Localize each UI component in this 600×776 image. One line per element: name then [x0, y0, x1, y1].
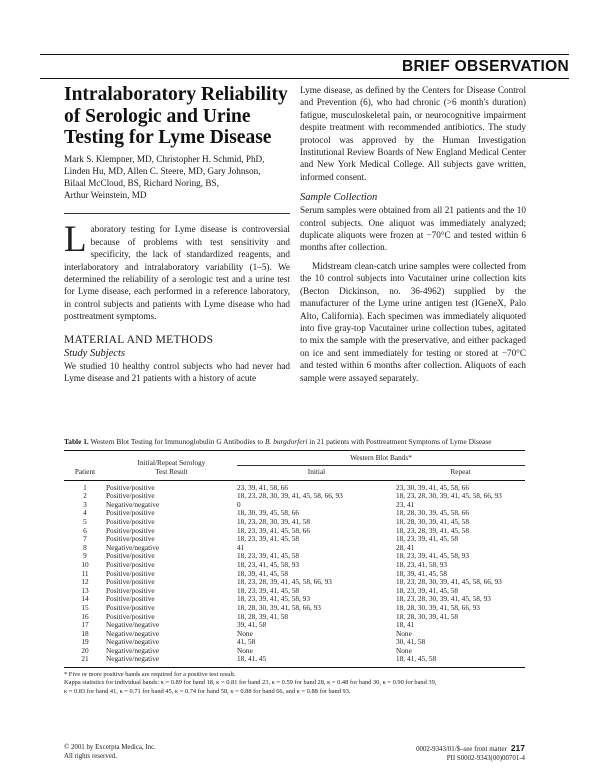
intro-paragraph	[64, 219, 290, 322]
cell-patient: 1	[83, 482, 87, 492]
section-label: BRIEF OBSERVATION	[401, 58, 569, 75]
cell-initial-bands: 0	[237, 499, 241, 509]
table-footnotes	[64, 667, 525, 696]
cell-initial-bands: 41	[237, 542, 245, 552]
cell-initial-bands: 41, 58	[237, 637, 256, 647]
cell-repeat-bands: 18, 23, 41, 58, 93	[396, 559, 448, 569]
cell-serology: Negative/negative	[106, 620, 160, 630]
table-block	[64, 437, 525, 696]
author-line: Linden Hu, MD, Allen C. Steere, MD, Gary Johnson,	[64, 165, 261, 176]
table-caption-post: in 21 patients with Posttreatment Symptoms of Lyme Disease	[307, 437, 492, 446]
footer-identifiers	[400, 744, 525, 764]
cell-initial-bands: 18, 23, 28, 39, 41, 45, 58, 66, 93	[237, 577, 332, 587]
cell-serology: Positive/positive	[106, 577, 155, 587]
footer-copyright	[64, 744, 156, 762]
col-header-serology-line2: Test Result	[155, 467, 188, 476]
col-header-initial: Initial	[307, 467, 326, 476]
footnote: * Five or more positive bands are required for a positive test result.	[64, 671, 236, 679]
cell-repeat-bands: 18, 41	[396, 620, 415, 630]
cell-patient: 17	[81, 620, 89, 630]
cell-initial-bands: 18, 23, 41, 45, 58, 93	[237, 559, 300, 569]
author-list	[64, 153, 290, 202]
header-top-rule	[40, 54, 569, 55]
cell-initial-bands: 18, 23, 28, 30, 39, 41, 58	[237, 516, 310, 526]
methods-heading: MATERIAL AND METHODS	[64, 333, 214, 346]
cell-repeat-bands: 18, 39, 41, 45, 58	[396, 568, 448, 578]
cell-repeat-bands: None	[396, 645, 412, 655]
table-caption-pre: Western Blot Testing for Immunoglobulin G Antibodies to	[90, 437, 265, 446]
cell-patient: 14	[81, 594, 89, 604]
cell-initial-bands: 18, 39, 41, 45, 58	[237, 568, 289, 578]
cell-patient: 21	[81, 654, 89, 664]
cell-initial-bands: 18, 23, 39, 41, 45, 58	[237, 585, 300, 595]
cell-repeat-bands: 18, 23, 39, 41, 45, 58	[396, 534, 459, 544]
cell-serology: Negative/negative	[106, 645, 160, 655]
cell-patient: 5	[83, 516, 87, 526]
cell-patient: 4	[83, 508, 87, 518]
cell-repeat-bands: 28, 41	[396, 542, 415, 552]
cell-serology: Positive/positive	[106, 551, 155, 561]
sample-paragraph-1: Serum samples were obtained from all 21 patients and the 10 control subjects. One aliquot was immediately analyzed; duplicate aliquots were frozen at −70°C and tested within 6 months after collection.	[300, 205, 526, 253]
table-caption-italic: B. burgdorferi	[264, 437, 308, 446]
cell-repeat-bands: 18, 28, 30, 39, 41, 45, 58	[396, 516, 469, 526]
cell-initial-bands: 18, 23, 39, 41, 45, 58	[237, 551, 300, 561]
copyright-line: All rights reserved.	[64, 752, 118, 760]
table-caption-label: Table 1.	[64, 437, 89, 446]
cell-serology: Negative/negative	[106, 542, 160, 552]
cell-initial-bands: 18, 23, 39, 41, 45, 58, 93	[237, 594, 310, 604]
cell-serology: Positive/positive	[106, 508, 155, 518]
cell-repeat-bands: None	[396, 628, 412, 638]
cell-initial-bands: 18, 41, 45	[237, 654, 267, 664]
cell-initial-bands: 39, 41, 58	[237, 620, 267, 630]
cell-patient: 11	[81, 568, 89, 578]
cell-patient: 3	[83, 499, 87, 509]
cell-repeat-bands: 18, 23, 39, 41, 45, 58, 93	[396, 551, 469, 561]
header-bottom-rule	[40, 78, 569, 79]
page-number: 217	[510, 743, 525, 753]
right-column	[300, 84, 526, 384]
cell-serology: Negative/negative	[106, 654, 160, 664]
cell-repeat-bands: 18, 28, 30, 39, 41, 58	[396, 611, 459, 621]
cell-patient: 18	[81, 628, 89, 638]
continuation-paragraph: Lyme disease, as defined by the Centers for Disease Control and Prevention (6), who had chronic (>6 month's duration) fatigue, musculoskeletal pain, or neurocognitive impairment despite treatment with recommended antibiotics. The study protocol was approved by the Human Investigation Institutional Review Boards of New England Medical Center and New York Medical College. All subjects gave written, informed consent.	[300, 85, 526, 182]
cell-initial-bands: 18, 23, 28, 30, 39, 41, 45, 58, 66, 93	[237, 491, 343, 501]
col-header-serology	[106, 451, 237, 480]
cell-repeat-bands: 18, 28, 30, 39, 45, 58, 66	[396, 508, 469, 518]
cell-patient: 2	[83, 491, 87, 501]
cell-repeat-bands: 18, 28, 30, 39, 41, 58, 66, 93	[396, 602, 480, 612]
cell-patient: 6	[83, 525, 87, 535]
cell-patient: 9	[83, 551, 87, 561]
cell-serology: Positive/positive	[106, 585, 155, 595]
cell-patient: 19	[81, 637, 89, 647]
author-line: Arthur Weinstein, MD	[64, 190, 147, 201]
cell-repeat-bands: 18, 23, 28, 30, 39, 41, 45, 58, 66, 93	[396, 491, 502, 501]
cell-repeat-bands: 23, 41	[396, 499, 415, 509]
cell-patient: 15	[81, 602, 89, 612]
cell-repeat-bands: 18, 23, 28, 30, 39, 41, 45, 58, 93	[396, 594, 491, 604]
study-subjects-heading: Study Subjects	[64, 347, 125, 359]
cell-patient: 16	[81, 611, 89, 621]
cell-initial-bands: 18, 23, 39, 41, 45, 58, 66	[237, 525, 310, 535]
cell-initial-bands: 18, 28, 39, 41, 58	[237, 611, 289, 621]
cell-repeat-bands: 18, 23, 28, 30, 39, 41, 45, 58, 66, 93	[396, 577, 502, 587]
cell-serology: Positive/positive	[106, 568, 155, 578]
cell-serology: Positive/positive	[106, 559, 155, 569]
col-header-repeat: Repeat	[450, 467, 471, 476]
cell-patient: 12	[81, 577, 89, 587]
cell-patient: 10	[81, 559, 89, 569]
cell-repeat-bands: 23, 30, 39, 41, 45, 58, 66	[396, 482, 469, 492]
footnote: Kappa statistics for individual bands: κ = 0.89 for band 18, κ = 0.81 for band 23, κ = 0.59 for band 28, κ = 0.48 for band 30, κ = 0.90 for band 39,	[64, 679, 437, 687]
cell-repeat-bands: 18, 23, 28, 39, 41, 45, 58	[396, 525, 469, 535]
section-header	[40, 54, 569, 79]
cell-serology: Negative/negative	[106, 628, 160, 638]
cell-initial-bands: None	[237, 645, 253, 655]
cell-initial-bands: 18, 28, 30, 39, 41, 58, 66, 93	[237, 602, 321, 612]
cell-serology: Positive/positive	[106, 594, 155, 604]
cell-initial-bands: None	[237, 628, 253, 638]
cell-serology: Positive/positive	[106, 516, 155, 526]
cell-serology: Positive/positive	[106, 602, 155, 612]
cell-serology: Positive/positive	[106, 611, 155, 621]
divider	[64, 213, 290, 214]
cell-repeat-bands: 18, 41, 45, 58	[396, 654, 437, 664]
cell-repeat-bands: 18, 23, 39, 41, 45, 58	[396, 585, 459, 595]
left-column	[64, 84, 290, 384]
cell-initial-bands: 18, 23, 39, 41, 45, 58	[237, 534, 300, 544]
issn-line	[400, 744, 525, 755]
title-line: Intralaboratory Reliability	[64, 84, 288, 105]
footnote: κ = 0.83 for band 41, κ = 0.71 for band 45, κ = 0.74 for band 58, κ = 0.88 for band 66, and κ = 0.88 for band 93.	[64, 687, 351, 695]
cell-serology: Positive/positive	[106, 534, 155, 544]
title-line: of Serologic and Urine	[64, 105, 251, 127]
cell-patient: 7	[83, 534, 87, 544]
cell-patient: 20	[81, 645, 89, 655]
author-line: Bilaal McCloud, BS, Richard Noring, BS,	[64, 177, 219, 188]
cell-serology: Negative/negative	[106, 637, 160, 647]
cell-serology: Negative/negative	[106, 499, 160, 509]
study-subjects-text: We studied 10 healthy control subjects who had never had Lyme disease and 21 patients with a history of acute	[64, 360, 290, 383]
data-table	[64, 450, 525, 664]
table-body	[64, 480, 525, 664]
title-line: Testing for Lyme Disease	[64, 127, 272, 148]
cell-repeat-bands: 30, 41, 58	[396, 637, 426, 647]
intro-text: aboratory testing for Lyme disease is controversial because of problems with test sensitivity and specificity, the lack of standardized reagents, and interlaboratory and intralaboratory variability (1–5). We determined the reliability of a serologic test and a urine test for Lyme disease, each performed in a reference laboratory, in control subjects and patients with Lyme disease who had posttreatment symptoms.	[64, 224, 290, 322]
sample-collection-heading: Sample Collection	[300, 192, 378, 204]
cell-initial-bands: 18, 30, 39, 45, 58, 66	[237, 508, 300, 518]
col-header-serology-line1: Initial/Repeat Serology	[137, 458, 206, 468]
cell-patient: 13	[81, 585, 89, 595]
col-header-patient: Patient	[74, 467, 96, 476]
sample-paragraph-2: Midstream clean-catch urine samples were collected from the 10 control subjects into Vacutainer urine collection kits (Becton Dickinson, no. 36-4962) supplied by the manufacturer of the Lyme urine antigen test (IGeneX, Palo Alto, California). Each specimen was immediately aliquoted into five gray-top Vacutainer urine collection tubes, agitated to mix the sample with the preservative, and either packaged on ice and sent immediately for testing or stored at −70°C and tested within 6 months after collection. Aliquots of each sample were assayed separately.	[300, 260, 526, 383]
pii: PII S0002-9343(00)00701-4	[446, 754, 525, 762]
article-title	[64, 84, 290, 149]
table-row	[64, 655, 525, 664]
cell-serology: Positive/positive	[106, 491, 155, 501]
table-header-row	[64, 451, 525, 466]
copyright-line: © 2001 by Excerpta Medica, Inc.	[64, 744, 156, 751]
cell-serology: Positive/positive	[106, 525, 155, 535]
issn: 0002-9343/01/$–see front matter	[416, 746, 507, 753]
col-header-bands-group: Western Blot Bands*	[237, 451, 525, 466]
cell-initial-bands: 23, 39, 41, 58, 66	[237, 482, 289, 492]
cell-patient: 8	[83, 542, 87, 552]
author-line: Mark S. Klempner, MD, Christopher H. Schmid, PhD,	[64, 153, 265, 164]
table-caption	[64, 437, 525, 446]
drop-cap: L	[64, 219, 87, 261]
cell-serology: Positive/positive	[106, 482, 155, 492]
